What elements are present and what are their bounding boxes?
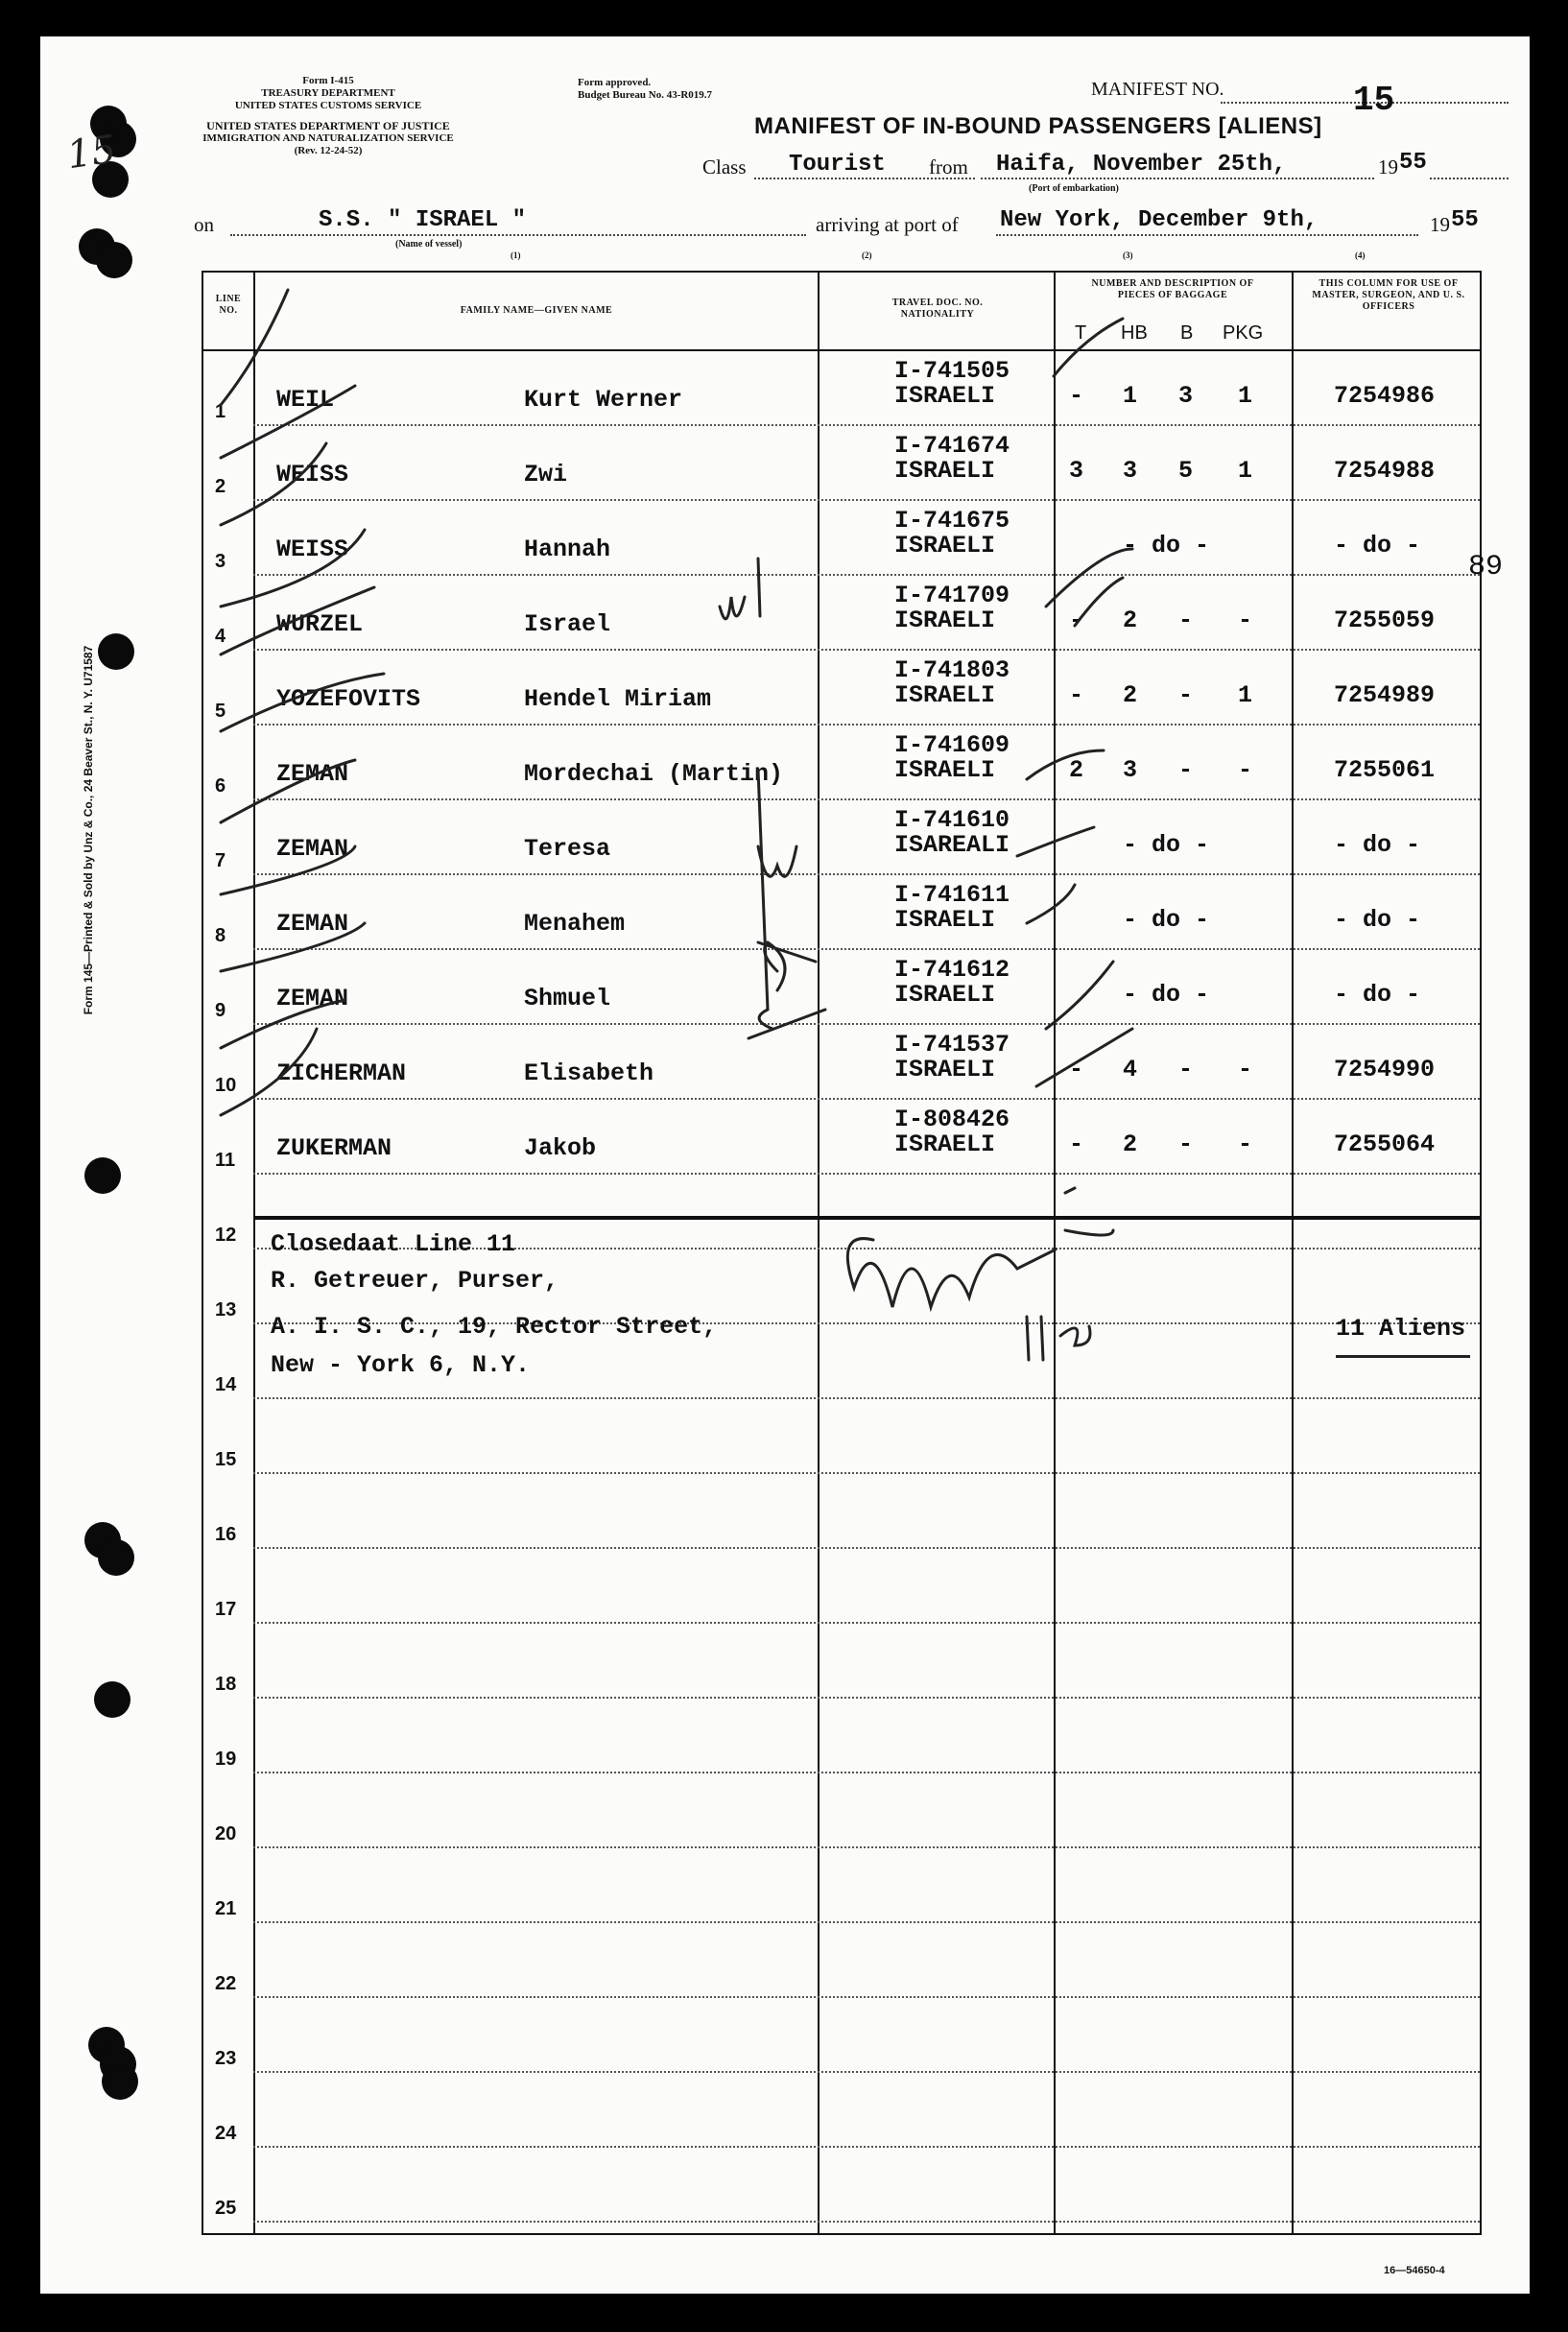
check-mark — [1017, 827, 1094, 856]
travel-doc-number: I-741611 — [894, 881, 1010, 909]
travel-doc-number: I-741609 — [894, 731, 1010, 759]
col-number-2: (2) — [862, 250, 872, 260]
officer-number: - do - — [1334, 981, 1421, 1009]
line-number: 5 — [215, 701, 226, 722]
arrival-line — [996, 234, 1418, 236]
col-number-3: (3) — [1123, 250, 1133, 260]
nationality: ISRAELI — [894, 607, 996, 634]
officer-number: 7255064 — [1334, 1130, 1436, 1158]
baggage-hb: 1 — [1123, 382, 1138, 410]
baggage-b: - — [1178, 1130, 1194, 1158]
line-number: 11 — [215, 1150, 236, 1171]
signature-scribble — [1027, 1317, 1090, 1360]
nationality: ISRAELI — [894, 681, 996, 709]
family-name: ZEMAN — [276, 985, 349, 1012]
line-number: 20 — [215, 1823, 237, 1844]
baggage-t: - — [1069, 1056, 1084, 1083]
travel-doc-number: I-741674 — [894, 432, 1010, 460]
baggage-hb: 4 — [1123, 1056, 1138, 1083]
baggage-sub-pkg: PKG — [1223, 322, 1264, 344]
year-prefix-2: 19 — [1430, 213, 1450, 236]
given-name: Shmuel — [524, 985, 611, 1012]
officer-number: 7255059 — [1334, 607, 1436, 634]
family-name: ZICHERMAN — [276, 1059, 407, 1087]
approval-block — [578, 77, 712, 102]
check-mark — [1027, 885, 1075, 923]
line-number: 10 — [215, 1075, 237, 1096]
given-name: Kurt Werner — [524, 386, 683, 414]
baggage-pkg: - — [1238, 607, 1253, 634]
travel-doc-number: I-741505 — [894, 357, 1010, 385]
line-number: 2 — [215, 476, 226, 497]
arriving-label: arriving at port of — [816, 213, 959, 236]
given-name: Israel — [524, 610, 611, 638]
col-number-4: (4) — [1355, 250, 1366, 260]
customs-label: UNITED STATES CUSTOMS SERVICE — [234, 100, 422, 111]
on-label: on — [194, 213, 214, 236]
nationality: ISRAELI — [894, 756, 996, 784]
baggage-hb: - do - — [1123, 532, 1210, 559]
baggage-hb: 3 — [1123, 457, 1138, 485]
check-mark — [221, 290, 288, 405]
nationality: ISRAELI — [894, 906, 996, 934]
nationality: ISRAELI — [894, 382, 996, 410]
travel-doc-number: I-741537 — [894, 1031, 1010, 1059]
check-mark — [1046, 962, 1113, 1029]
given-name: Zwi — [524, 461, 568, 488]
family-name: ZEMAN — [276, 910, 349, 938]
check-mark — [1027, 750, 1104, 779]
line-number: 9 — [215, 1000, 226, 1021]
travel-doc-number: I-741709 — [894, 582, 1010, 609]
manifest-no-value: 15 — [1353, 81, 1395, 120]
officer-number: 7254989 — [1334, 681, 1436, 709]
baggage-hb: 2 — [1123, 1130, 1138, 1158]
class-value: Tourist — [789, 152, 886, 178]
ins-label: IMMIGRATION AND NATURALIZATION SERVICE — [202, 132, 454, 144]
year-prefix-1: 19 — [1378, 155, 1398, 178]
family-name: WEISS — [276, 461, 349, 488]
line-number: 4 — [215, 626, 226, 647]
form-number: Form I-415 — [302, 75, 354, 86]
family-name: YOZEFOVITS — [276, 685, 421, 713]
check-mark — [221, 530, 365, 607]
check-mark — [1054, 319, 1123, 376]
baggage-t: 3 — [1069, 457, 1084, 485]
line-number: 15 — [215, 1449, 237, 1470]
check-mark — [1036, 1029, 1132, 1086]
nationality: ISRAELI — [894, 457, 996, 485]
officer-number: - do - — [1334, 831, 1421, 859]
margin-note: 15 — [64, 127, 119, 178]
check-mark — [221, 923, 365, 971]
aliens-count: 11 Aliens — [1336, 1315, 1466, 1343]
line-number: 7 — [215, 850, 226, 871]
given-name: Elisabeth — [524, 1059, 654, 1087]
baggage-pkg: - — [1238, 756, 1253, 784]
budget-bureau: Budget Bureau No. 43-R019.7 — [578, 89, 713, 101]
officer-number: - do - — [1334, 532, 1421, 559]
nationality: ISAREALI — [894, 831, 1010, 859]
revision-label: (Rev. 12-24-52) — [294, 145, 363, 156]
baggage-hb: 2 — [1123, 681, 1138, 709]
nationality: ISRAELI — [894, 1056, 996, 1083]
travel-doc-number: I-741803 — [894, 656, 1010, 684]
vessel-value: S.S. " ISRAEL " — [319, 207, 527, 233]
family-name: WEIL — [276, 386, 335, 414]
baggage-b: - — [1178, 607, 1194, 634]
col-header-name: FAMILY NAME—GIVEN NAME — [460, 305, 613, 316]
arrival-value: New York, December 9th, — [1000, 207, 1319, 233]
line-number: 14 — [215, 1374, 237, 1395]
travel-doc-number: I-741675 — [894, 507, 1010, 535]
handwritten-checkmarks — [202, 271, 1478, 2231]
baggage-pkg: 1 — [1238, 457, 1253, 485]
line-number: 22 — [215, 1973, 237, 1994]
col-number-1: (1) — [511, 250, 521, 260]
baggage-b: - — [1178, 756, 1194, 784]
nationality: ISRAELI — [894, 1130, 996, 1158]
bracket-mark — [758, 770, 768, 1010]
family-name: WEISS — [276, 535, 349, 563]
given-name: Teresa — [524, 835, 611, 863]
form-approved: Form approved. — [578, 77, 652, 88]
officer-number: 7255061 — [1334, 756, 1436, 784]
baggage-b: - — [1178, 681, 1194, 709]
line-number: 19 — [215, 1749, 237, 1770]
line-number: 6 — [215, 775, 226, 797]
check-mark — [221, 760, 355, 822]
line-number: 17 — [215, 1599, 237, 1620]
baggage-sub-hb: HB — [1121, 322, 1148, 344]
punch-hole — [98, 1539, 134, 1576]
punch-hole — [84, 1157, 121, 1194]
check-mark — [1046, 549, 1132, 607]
line-number: 23 — [215, 2048, 237, 2069]
officer-number: 7254990 — [1334, 1056, 1436, 1083]
vessel-line — [230, 234, 806, 236]
line-number: 25 — [215, 2198, 237, 2219]
closing-line-4: New - York 6, N.Y. — [271, 1351, 531, 1379]
closing-line-3: A. I. S. C., 19, Rector Street, — [271, 1313, 718, 1341]
check-mark — [221, 587, 374, 654]
travel-doc-number: I-741612 — [894, 956, 1010, 984]
check-mark — [221, 674, 384, 731]
initial-mark — [748, 1010, 825, 1038]
punch-hole — [98, 633, 134, 670]
check-mark — [221, 443, 326, 525]
baggage-pkg: - — [1238, 1130, 1253, 1158]
punch-hole — [96, 242, 132, 278]
family-name: ZUKERMAN — [276, 1134, 392, 1162]
row3-margin-number: 89 — [1468, 551, 1504, 583]
check-mark — [1075, 578, 1123, 626]
vessel-note: (Name of vessel) — [395, 239, 463, 250]
baggage-b: 3 — [1178, 382, 1194, 410]
check-mark — [1065, 1188, 1075, 1193]
given-name: Jakob — [524, 1134, 597, 1162]
treasury-label: TREASURY DEPARTMENT — [261, 87, 395, 99]
baggage-b: 5 — [1178, 457, 1194, 485]
travel-doc-number: I-808426 — [894, 1106, 1010, 1133]
officer-number: 7254986 — [1334, 382, 1436, 410]
col-header-doc: TRAVEL DOC. NO. NATIONALITY — [891, 297, 984, 320]
baggage-hb: - do - — [1123, 981, 1210, 1009]
col-header-officers: THIS COLUMN FOR USE OF MASTER, SURGEON, AND U. S. OFFICERS — [1312, 278, 1465, 312]
from-value: Haifa, November 25th, — [996, 152, 1287, 178]
line-number: 16 — [215, 1524, 237, 1545]
printer-side-text: Form 145—Printed & Sold by Unz & Co., 24 Beaver St., N. Y. U71587 — [82, 645, 95, 1015]
closing-line-2: R. Getreuer, Purser, — [271, 1267, 559, 1295]
header-agency-block — [184, 75, 472, 157]
punch-hole — [94, 1681, 131, 1718]
line-number: 21 — [215, 1898, 237, 1919]
punch-hole — [102, 2063, 138, 2100]
check-mark — [221, 386, 355, 458]
line-number: 3 — [215, 551, 226, 572]
justice-label: UNITED STATES DEPARTMENT OF JUSTICE — [206, 119, 450, 132]
col-header-line: LINE NO. — [215, 294, 242, 316]
page-title: MANIFEST OF IN-BOUND PASSENGERS [ALIENS] — [754, 113, 1322, 139]
check-mark — [221, 1000, 345, 1048]
baggage-hb: 3 — [1123, 756, 1138, 784]
line-number: 18 — [215, 1674, 237, 1695]
manifest-sheet — [40, 36, 1530, 2294]
footer-code: 16—54650-4 — [1384, 2265, 1445, 2276]
baggage-t: 2 — [1069, 756, 1084, 784]
line-number: 1 — [215, 401, 226, 422]
year-value-2: 55 — [1451, 207, 1479, 233]
family-name: ZEMAN — [276, 835, 349, 863]
officer-number: - do - — [1334, 906, 1421, 934]
line-number: 8 — [215, 925, 226, 946]
baggage-hb: - do - — [1123, 906, 1210, 934]
baggage-t: - — [1069, 681, 1084, 709]
initial-mark — [720, 559, 760, 619]
travel-doc-number: I-741610 — [894, 806, 1010, 834]
baggage-b: - — [1178, 1056, 1194, 1083]
embark-note: (Port of embarkation) — [1029, 183, 1119, 194]
baggage-t: - — [1069, 607, 1084, 634]
check-mark — [221, 846, 355, 894]
from-line — [981, 178, 1374, 179]
given-name: Hannah — [524, 535, 611, 563]
given-name: Hendel Miriam — [524, 685, 712, 713]
given-name: Mordechai (Martin) — [524, 760, 784, 788]
nationality: ISRAELI — [894, 981, 996, 1009]
col-header-baggage: NUMBER AND DESCRIPTION OF PIECES OF BAGGAGE — [1091, 278, 1254, 300]
signature-scribble — [847, 1230, 1113, 1307]
nationality: ISRAELI — [894, 532, 996, 559]
baggage-sub-b: B — [1180, 322, 1194, 344]
initial-mark — [758, 846, 796, 876]
baggage-t: - — [1069, 382, 1084, 410]
class-label: Class — [702, 155, 747, 178]
line-number: 24 — [215, 2123, 237, 2144]
manifest-no-text: MANIFEST NO. — [1091, 79, 1224, 100]
family-name: WURZEL — [276, 610, 364, 638]
baggage-hb: 2 — [1123, 607, 1138, 634]
baggage-t: - — [1069, 1130, 1084, 1158]
officer-number: 7254988 — [1334, 457, 1436, 485]
baggage-pkg: 1 — [1238, 382, 1253, 410]
baggage-pkg: 1 — [1238, 681, 1253, 709]
baggage-hb: - do - — [1123, 831, 1210, 859]
year-line-1 — [1430, 178, 1509, 179]
line-number: 12 — [215, 1225, 237, 1246]
baggage-sub-t: T — [1075, 322, 1087, 344]
family-name: ZEMAN — [276, 760, 349, 788]
from-label: from — [929, 155, 968, 178]
baggage-pkg: - — [1238, 1056, 1253, 1083]
given-name: Menahem — [524, 910, 626, 938]
line-number: 13 — [215, 1299, 237, 1321]
manifest-no-label — [1091, 79, 1224, 101]
year-value-1: 55 — [1399, 150, 1427, 176]
closing-line-1: Closedaat Line 11 — [271, 1230, 516, 1258]
